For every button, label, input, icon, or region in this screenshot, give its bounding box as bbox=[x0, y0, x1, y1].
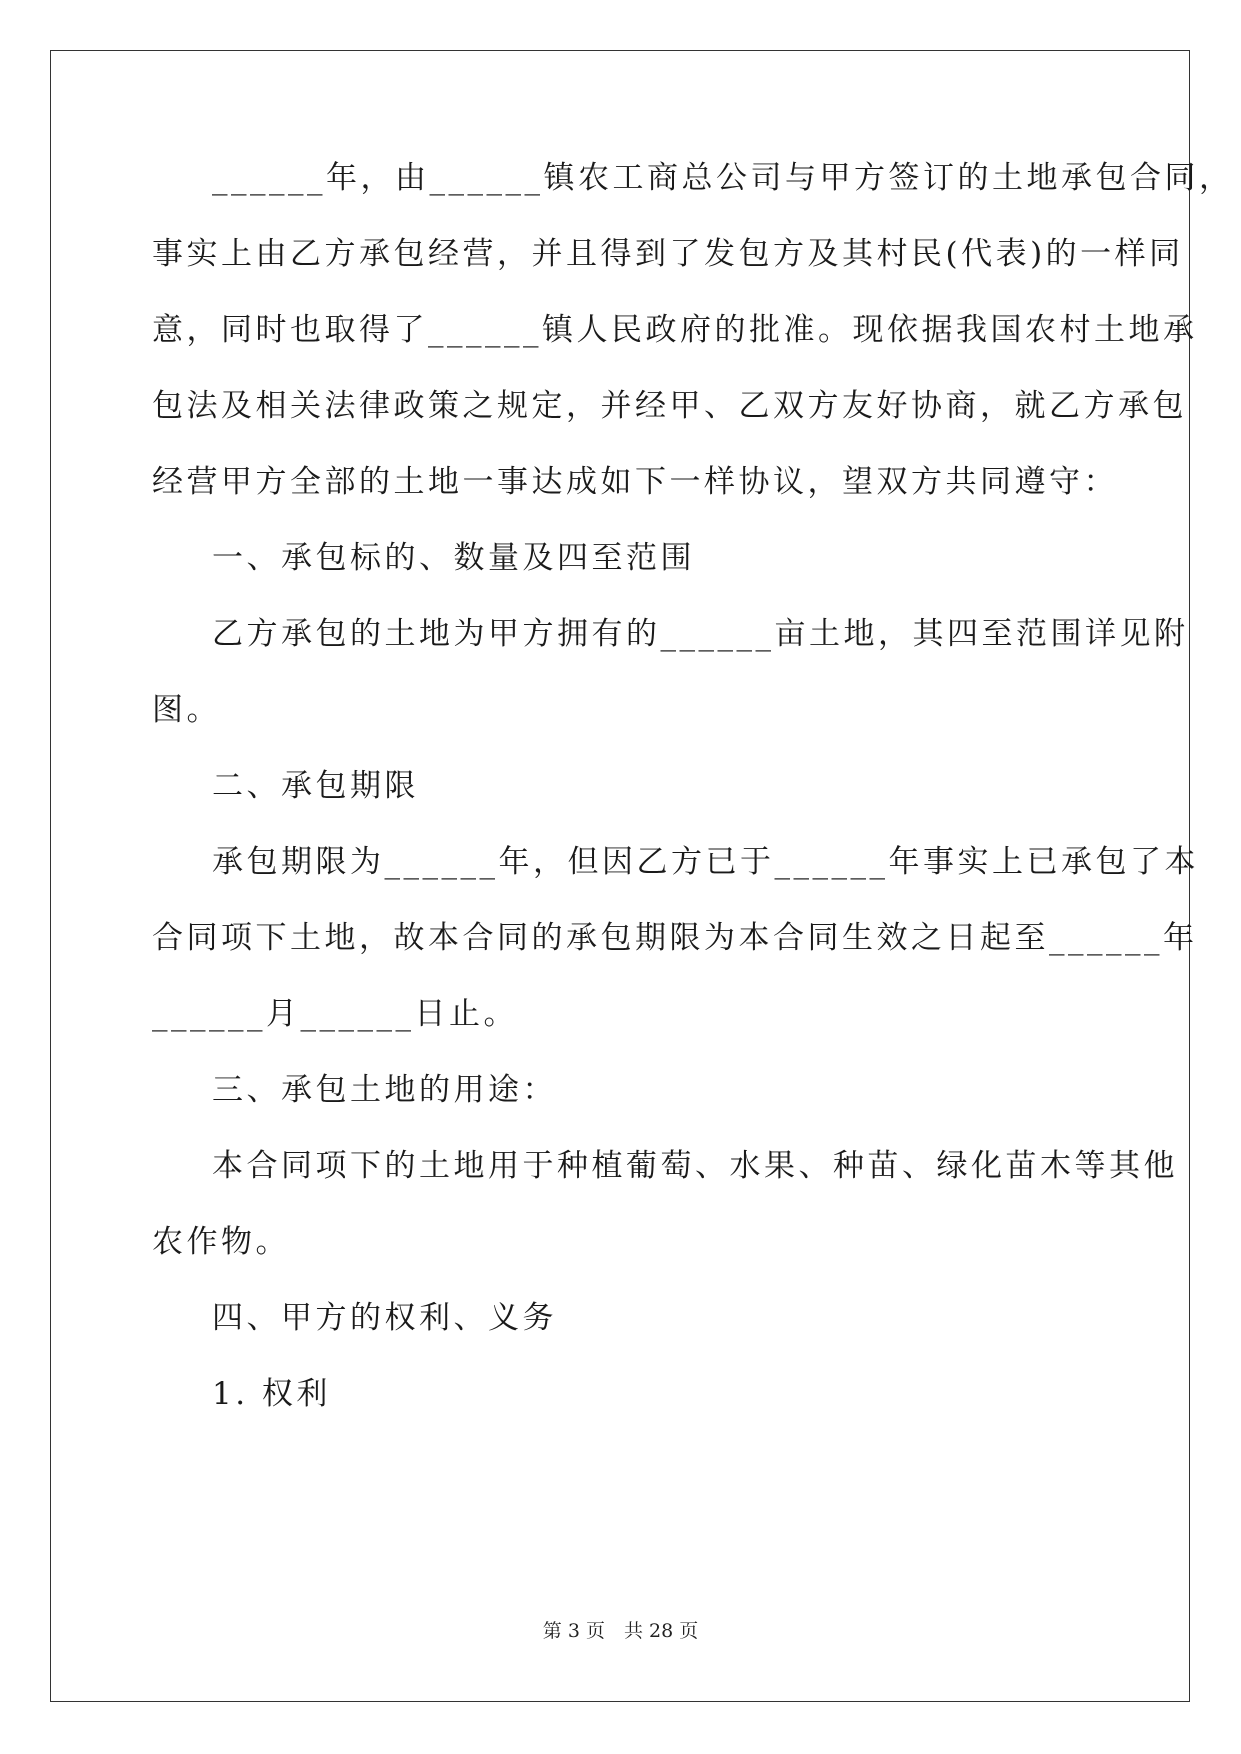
text-line: 包法及相关法律政策之规定，并经甲、乙双方友好协商，就乙方承包 bbox=[152, 388, 1187, 424]
text-line: 本合同项下的土地用于种植葡萄、水果、种苗、绿化苗木等其他 bbox=[212, 1148, 1178, 1184]
text-line: 农作物。 bbox=[152, 1224, 290, 1260]
page-number: 第 3 页 共 28 页 bbox=[542, 1620, 699, 1642]
text-line: ______月______日止。 bbox=[152, 996, 518, 1032]
subsection-heading: 1. 权利 bbox=[212, 1376, 331, 1412]
section-heading: 四、甲方的权利、义务 bbox=[212, 1300, 557, 1336]
section-heading: 三、承包土地的用途： bbox=[212, 1072, 557, 1108]
text-line: 合同项下土地，故本合同的承包期限为本合同生效之日起至______年 bbox=[152, 920, 1198, 956]
section-heading: 一、承包标的、数量及四至范围 bbox=[212, 540, 695, 576]
text-line: 承包期限为______年，但因乙方已于______年事实上已承包了本 bbox=[212, 844, 1199, 880]
section-heading: 二、承包期限 bbox=[212, 768, 419, 804]
text-line: 意，同时也取得了______镇人民政府的批准。现依据我国农村土地承 bbox=[152, 312, 1198, 348]
text-line: ______年，由______镇农工商总公司与甲方签订的土地承包合同， bbox=[212, 160, 1234, 196]
text-line: 经营甲方全部的土地一事达成如下一样协议，望双方共同遵守： bbox=[152, 464, 1118, 500]
text-line: 事实上由乙方承包经营，并且得到了发包方及其村民(代表)的一样同 bbox=[152, 236, 1184, 272]
text-line: 乙方承包的土地为甲方拥有的______亩土地，其四至范围详见附 bbox=[212, 616, 1189, 652]
text-line: 图。 bbox=[152, 692, 221, 728]
